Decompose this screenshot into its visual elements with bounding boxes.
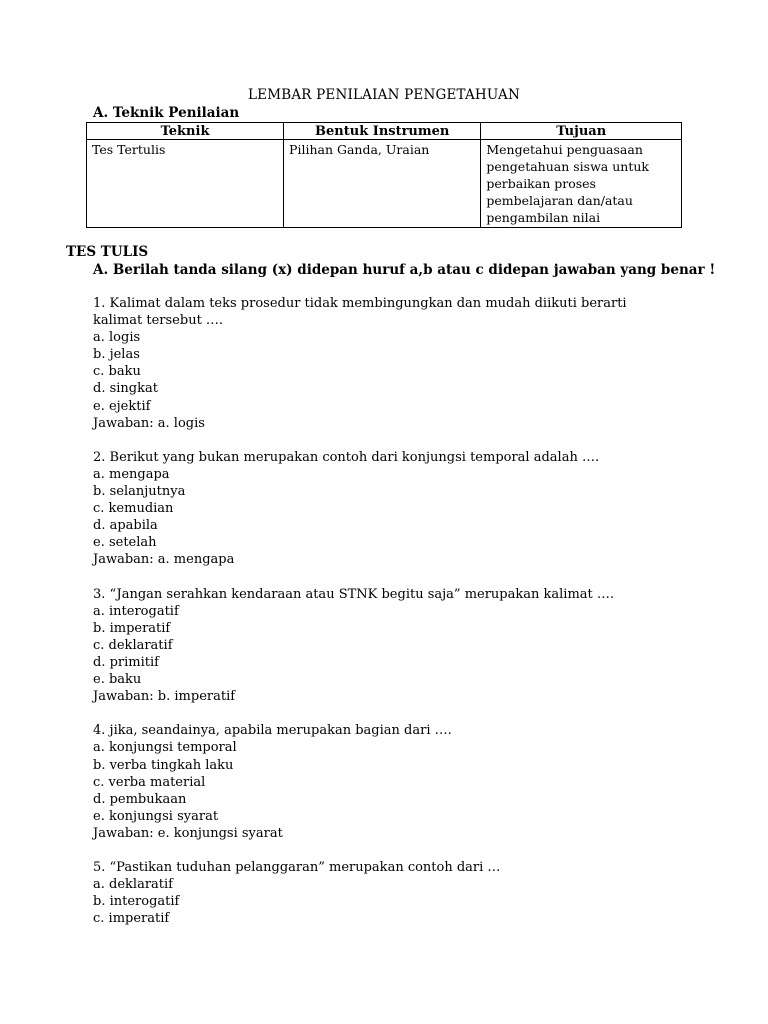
question-text: 2. Berikut yang bukan merupakan contoh dari konjungsi temporal adalah ….	[93, 449, 600, 465]
instruction-text: A. Berilah tanda silang (x) didepan huruf a,b atau c didepan jawaban yang benar !	[93, 262, 716, 278]
table-row	[87, 140, 682, 228]
question-item	[93, 859, 693, 927]
question-text: 3. “Jangan serahkan kendaraan atau STNK begitu saja” merupakan kalimat ….	[93, 586, 615, 602]
answer-option: e. konjungsi syarat	[93, 808, 219, 824]
answer-option: b. selanjutnya	[93, 484, 186, 500]
page-title: LEMBAR PENILAIAN PENGETAHUAN	[247, 87, 521, 103]
table-header-cell: Bentuk Instrumen	[284, 123, 481, 140]
question-item	[93, 295, 693, 432]
table-header-cell: Tujuan	[481, 123, 682, 140]
tujuan-line: Mengetahui penguasaan	[486, 142, 643, 157]
answer-option: d. singkat	[93, 381, 158, 397]
answer-key: Jawaban: a. mengapa	[93, 552, 235, 568]
tujuan-line: perbaikan proses	[486, 176, 596, 191]
answer-option: a. mengapa	[93, 466, 170, 482]
question-item	[93, 449, 693, 569]
tujuan-line: pengambilan nilai	[486, 210, 601, 225]
answer-option: b. imperatif	[93, 620, 171, 636]
question-text: 1. Kalimat dalam teks prosedur tidak membingungkan dan mudah diikuti berarti	[93, 296, 627, 311]
question-text: kalimat tersebut ….	[93, 313, 224, 329]
question-list	[93, 295, 693, 945]
answer-key: Jawaban: b. imperatif	[93, 689, 236, 705]
table-header-cell: Teknik	[87, 123, 284, 140]
table-cell-tujuan	[481, 140, 682, 228]
answer-option: a. deklaratif	[93, 877, 173, 893]
answer-option: e. setelah	[93, 535, 157, 551]
answer-option: d. apabila	[93, 518, 158, 534]
answer-option: d. primitif	[93, 654, 159, 670]
answer-option: c. baku	[93, 364, 141, 380]
tujuan-line: pembelajaran dan/atau	[486, 193, 633, 208]
question-text: 5. “Pastikan tuduhan pelanggaran” merupakan contoh dari …	[93, 860, 501, 876]
question-item	[93, 722, 693, 842]
table-header-row	[87, 123, 682, 140]
answer-option: a. interogatif	[93, 603, 179, 619]
question-item	[93, 586, 693, 706]
answer-option: c. kemudian	[93, 501, 174, 517]
answer-option: b. interogatif	[93, 894, 180, 910]
answer-option: c. deklaratif	[93, 637, 173, 653]
tes-tulis-heading: TES TULIS	[66, 244, 149, 260]
answer-option: d. pembukaan	[93, 791, 187, 807]
answer-option: a. konjungsi temporal	[93, 740, 237, 756]
table-cell-bentuk: Pilihan Ganda, Uraian	[284, 140, 481, 228]
answer-key: Jawaban: e. konjungsi syarat	[93, 825, 283, 841]
question-text: 4. jika, seandainya, apabila merupakan bagian dari ….	[93, 723, 452, 739]
answer-option: e. baku	[93, 672, 142, 688]
assessment-table	[86, 122, 682, 228]
answer-option: b. jelas	[93, 347, 140, 363]
table-cell-teknik: Tes Tertulis	[87, 140, 284, 228]
answer-option: c. verba material	[93, 774, 206, 790]
answer-option: b. verba tingkah laku	[93, 757, 234, 773]
section-heading-teknik-penilaian: A. Teknik Penilaian	[93, 105, 240, 121]
answer-option: a. logis	[93, 330, 141, 346]
tujuan-line: pengetahuan siswa untuk	[486, 159, 649, 174]
answer-key: Jawaban: a. logis	[93, 415, 205, 431]
answer-option: e. ejektif	[93, 398, 151, 414]
answer-option: c. imperatif	[93, 911, 170, 927]
